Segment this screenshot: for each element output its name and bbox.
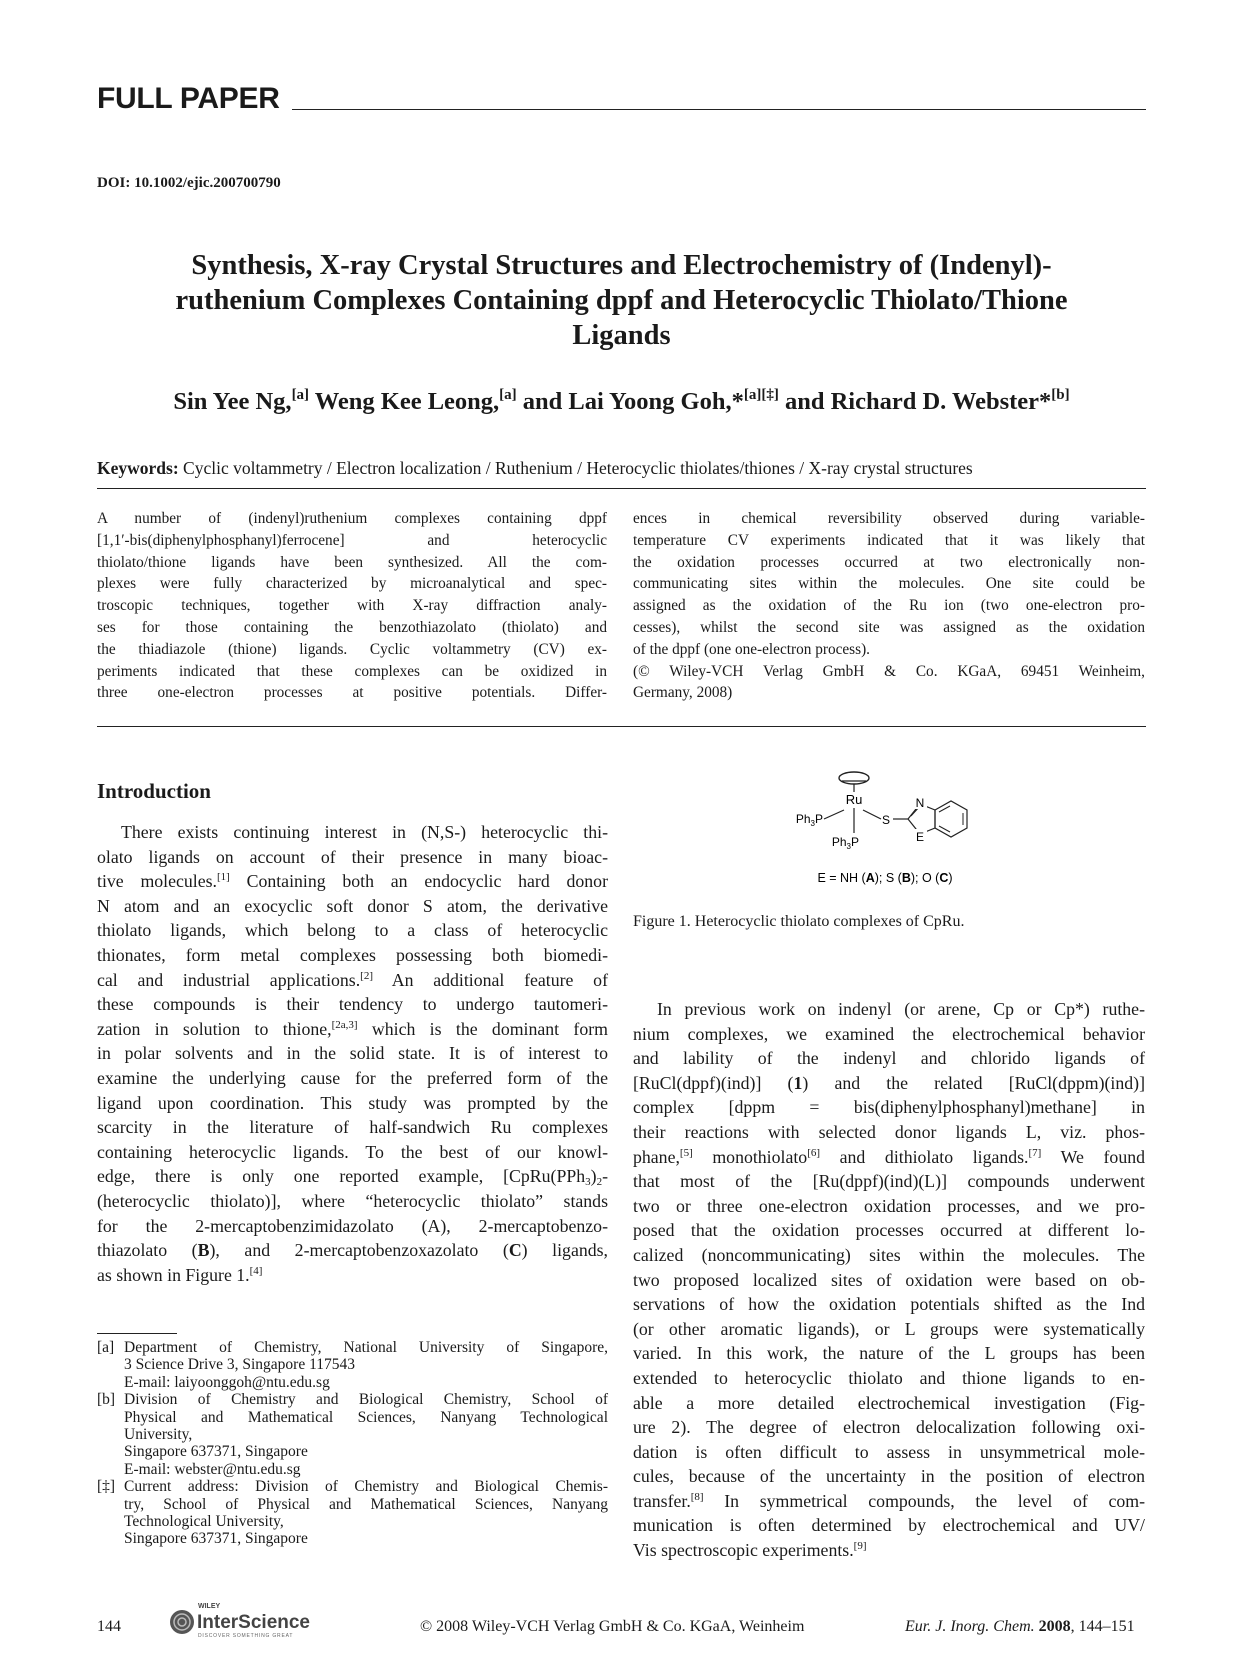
body-line: servations of how the oxidation potentials shifted as the Ind <box>633 1294 1145 1315</box>
section-heading: Introduction <box>97 779 211 803</box>
abstract-line: cesses), whilst the second site was assigned as the oxidation <box>633 618 1145 636</box>
abstract-rule <box>97 726 1146 727</box>
keywords-text: Cyclic voltammetry / Electron localization / Ruthenium / Heterocyclic thiolates/thiones / X-ray crystal structures <box>178 458 973 478</box>
body-line: N atom and an exocyclic soft donor S atom, the derivative <box>97 895 608 916</box>
logo-graphic <box>168 1600 348 1640</box>
copyright: © 2008 Wiley-VCH Verlag GmbH & Co. KGaA, Weinheim <box>420 1618 805 1635</box>
abstract-line: three one-electron processes at positive potentials. Differ- <box>97 684 607 702</box>
body-line: for the 2-mercaptobenzimidazolato (A), 2-mercaptobenzo- <box>97 1215 608 1236</box>
citation[interactable]: [7] <box>1028 1146 1042 1159</box>
abstract-line: Germany, 2008) <box>633 684 733 702</box>
abstract-line: communicating sites within the molecules. One site could be <box>633 575 1145 593</box>
footnote-b: [b] Division of Chemistry and Biological Chemistry, School of Physical and Mathematical Sciences, Nanyang Technological University, Singapore 637371, Singapore E-mail: webster@ntu.edu.sg <box>97 1391 608 1478</box>
citation[interactable]: [9] <box>853 1540 867 1553</box>
ph3p-bottom: $Ph_3P$ <box>831 835 859 851</box>
author-affiliation: [a][‡] <box>743 387 779 403</box>
author-name: and Richard D. Webster* <box>778 388 1052 415</box>
ru-s-bond <box>863 810 881 819</box>
author-affiliation: [b] <box>1051 387 1070 403</box>
body-line: dation is often difficult to assess in unsymmetrical mole- <box>633 1441 1145 1462</box>
body-line: olato ligands on account of their presence in many bioac- <box>97 846 608 867</box>
keywords-label: Keywords: <box>97 458 179 478</box>
body-line: scarcity in the literature of half-sandwich Ru complexes <box>97 1117 608 1138</box>
footnote-mark: [‡] <box>97 1478 116 1496</box>
body-line: thiazolato (B), and 2-mercaptobenzoxazolato (C) ligands, <box>97 1240 608 1261</box>
abstract-line: (© Wiley-VCH Verlag GmbH & Co. KGaA, 69451 Weinheim, <box>633 662 1145 680</box>
body-line: Vis spectroscopic experiments.[9] <box>633 1540 867 1561</box>
author-affiliation: [a] <box>499 387 517 403</box>
body-line: these compounds is their tendency to undergo tautomeri- <box>97 994 608 1015</box>
body-line: extended to heterocyclic thiolato and thione ligands to en- <box>633 1367 1145 1388</box>
affiliation-footnotes <box>97 1339 608 1548</box>
body-line: thionates, form metal complexes possessing both biomedi- <box>97 944 608 965</box>
body-line: in polar solvents and in the solid state. It is of interest to <box>97 1043 608 1064</box>
abstract-line: A number of (indenyl)ruthenium complexes containing dppf <box>97 510 607 527</box>
e-label: E <box>915 830 925 844</box>
ru-p-bond <box>824 810 844 819</box>
abstract-line: temperature CV experiments indicated that it was likely that <box>633 531 1145 549</box>
figure-1 <box>633 770 1145 895</box>
body-line: varied. In this work, the nature of the L groups has been <box>633 1343 1145 1364</box>
author-affiliation: [a] <box>291 387 310 403</box>
body-line: thiolato ligands, which belong to a class of heterocyclic <box>97 920 608 941</box>
body-line: two proposed localized sites of oxidation were based on ob- <box>633 1269 1145 1290</box>
abstract-line: periments indicated that these complexes can be oxidized in <box>97 662 607 680</box>
interscience-logo <box>168 1600 348 1640</box>
abstract-line: troscopic techniques, together with X-ray diffraction analy- <box>97 597 607 615</box>
abstract-line: plexes were fully characterized by microanalytical and spec- <box>97 575 607 593</box>
introduction-text <box>97 820 608 1287</box>
abstract-line: assigned as the oxidation of the Ru ion (two one-electron pro- <box>633 597 1145 615</box>
citation[interactable]: [6] <box>807 1146 821 1159</box>
abstract-right-column <box>633 508 1145 704</box>
body-line: [RuCl(dppf)(ind)] (1) and the related [RuCl(dppm)(ind)] <box>633 1072 1145 1093</box>
body-line: examine the underlying cause for the preferred form of the <box>97 1067 608 1088</box>
abstract-line: [1,1′-bis(diphenylphosphanyl)ferrocene] and heterocyclic <box>97 531 607 549</box>
body-line: that most of the [Ru(dppf)(ind)(L)] compounds underwent <box>633 1171 1145 1192</box>
body-line: nium complexes, we examined the electrochemical behavior <box>633 1023 1145 1044</box>
citation[interactable]: [1] <box>216 871 230 884</box>
body-line: posed that the oxidation processes occurred at different lo- <box>633 1220 1145 1241</box>
keywords-rule <box>97 488 1146 489</box>
author-name: Sin Yee Ng, <box>173 388 292 415</box>
title-line: Ligands <box>572 320 671 351</box>
ru-label: Ru <box>845 792 863 807</box>
citation[interactable]: [5] <box>679 1146 693 1159</box>
citation[interactable]: [8] <box>690 1490 704 1503</box>
body-line: edge, there is only one reported example, [$CpRu(PPh_3)_2-$ <box>97 1166 608 1189</box>
title-line: ruthenium Complexes Containing dppf and Heterocyclic Thiolato/Thione <box>175 285 1068 316</box>
abstract-line: the thiadiazole (thione) ligands. Cyclic voltammetry (CV) ex- <box>97 640 607 658</box>
page-number: 144 <box>97 1618 121 1635</box>
doi: DOI: 10.1002/ejic.200700790 <box>97 175 281 191</box>
abstract-line: ses for those containing the benzothiazolato (thiolato) and <box>97 618 607 636</box>
footnote-rule <box>97 1333 177 1334</box>
logo-tagline: DISCOVER SOMETHING GREAT <box>198 1633 294 1639</box>
footnote-mark: [a] <box>97 1339 115 1356</box>
citation[interactable]: [4] <box>249 1264 263 1277</box>
body-line: complex [dppm = bis(diphenylphosphanyl)methane] in <box>633 1097 1145 1118</box>
email[interactable]: E-mail: laiyoonggoh@ntu.edu.sg <box>124 1373 330 1391</box>
abstract-line: thiolato/thione ligands have been synthesized. All the com- <box>97 553 607 571</box>
body-line: their reactions with selected donor ligands L, viz. phos- <box>633 1121 1145 1142</box>
benzo-ring <box>935 801 967 837</box>
keywords <box>97 458 1146 479</box>
abstract-left-column <box>97 508 607 704</box>
body-line: (heterocyclic thiolato)], where “heterocyclic thiolato” stands <box>97 1190 608 1211</box>
body-line: munication is often determined by electrochemical and UV/ <box>633 1515 1145 1536</box>
logo-text: InterScience <box>197 1612 310 1633</box>
paper-title <box>97 248 1146 353</box>
body-line: cules, because of the uncertainty in the position of electron <box>633 1466 1145 1487</box>
title-line: Synthesis, X-ray Crystal Structures and Electrochemistry of (Indenyl)- <box>191 250 1052 281</box>
citation[interactable]: [2] <box>360 969 373 982</box>
author-name: and Lai Yoong Goh,* <box>516 388 744 415</box>
body-line: two or three one-electron oxidation processes, and we pro- <box>633 1195 1145 1216</box>
journal-citation: Eur. J. Inorg. Chem. 2008, 144–151 <box>905 1618 1135 1635</box>
body-line: In previous work on indenyl (or arene, Cp or Cp*) ruthe- <box>657 999 1145 1019</box>
body-line: calized (noncommunicating) sites within the molecules. The <box>633 1244 1145 1265</box>
footnote-mark: [b] <box>97 1391 116 1409</box>
citation[interactable]: [2a,3] <box>331 1018 358 1031</box>
structure-diagram <box>633 770 1145 895</box>
n-label: N <box>915 796 925 810</box>
body-line: and lability of the indenyl and chlorido ligands of <box>633 1048 1145 1069</box>
s-label: S <box>881 813 891 827</box>
figure-legend: E = NH (A); S (B); O (C) <box>817 871 953 885</box>
figure-caption: Figure 1. Heterocyclic thiolato complexes of CpRu. <box>633 913 965 930</box>
body-line: containing heterocyclic ligands. To the best of our knowl- <box>97 1141 608 1162</box>
body-line: able a more detailed electrochemical investigation (Fig- <box>633 1392 1145 1413</box>
body-line: transfer.[8] In symmetrical compounds, the level of com- <box>633 1490 1145 1511</box>
body-line: as shown in Figure 1.[4] <box>97 1264 263 1285</box>
section-label: FULL PAPER <box>97 82 280 115</box>
header-rule <box>292 109 1146 110</box>
email[interactable]: E-mail: webster@ntu.edu.sg <box>124 1460 301 1478</box>
footnote-a: [a] Department of Chemistry, National University of Singapore, 3 Science Drive 3, Singapore 117543 E-mail: laiyoonggoh@ntu.edu.sg <box>97 1339 608 1391</box>
abstract-line: of the dppf (one one-electron process). <box>633 640 871 658</box>
body-line: cal and industrial applications.[2] An additional feature of <box>97 969 608 990</box>
author-list <box>97 387 1146 416</box>
body-line: (or other aromatic ligands), or L groups were systematically <box>633 1318 1145 1339</box>
abstract-line: the oxidation processes occurred at two electronically non- <box>633 553 1145 571</box>
logo-wiley: WILEY <box>198 1603 221 1610</box>
abstract-line: ences in chemical reversibility observed during variable- <box>633 510 1145 527</box>
body-line: tive molecules.[1] Containing both an endocyclic hard donor <box>97 871 608 892</box>
body-line: ure 2). The degree of electron delocalization following oxi- <box>633 1417 1145 1438</box>
footnote-c: [‡] Current address: Division of Chemistry and Biological Chemis- try, School of Physical and Mathematical Sciences, Nanyang Technological University, Singapore 637371, Singapore <box>97 1478 608 1548</box>
body-line: There exists continuing interest in (N,S-) heterocyclic thi- <box>121 822 608 842</box>
body-line: phane,[5] monothiolato[6] and dithiolato ligands.[7] We found <box>633 1146 1145 1167</box>
cyclopentadienyl-ring <box>839 772 869 784</box>
author-name: Weng Kee Leong, <box>309 388 500 415</box>
ph3p-left: $Ph_3P$ <box>795 812 823 828</box>
previous-work-text <box>633 997 1145 1563</box>
body-line: ligand upon coordination. This study was prompted by the <box>97 1092 608 1113</box>
body-line: zation in solution to thione,[2a,3] which is the dominant form <box>97 1018 608 1039</box>
